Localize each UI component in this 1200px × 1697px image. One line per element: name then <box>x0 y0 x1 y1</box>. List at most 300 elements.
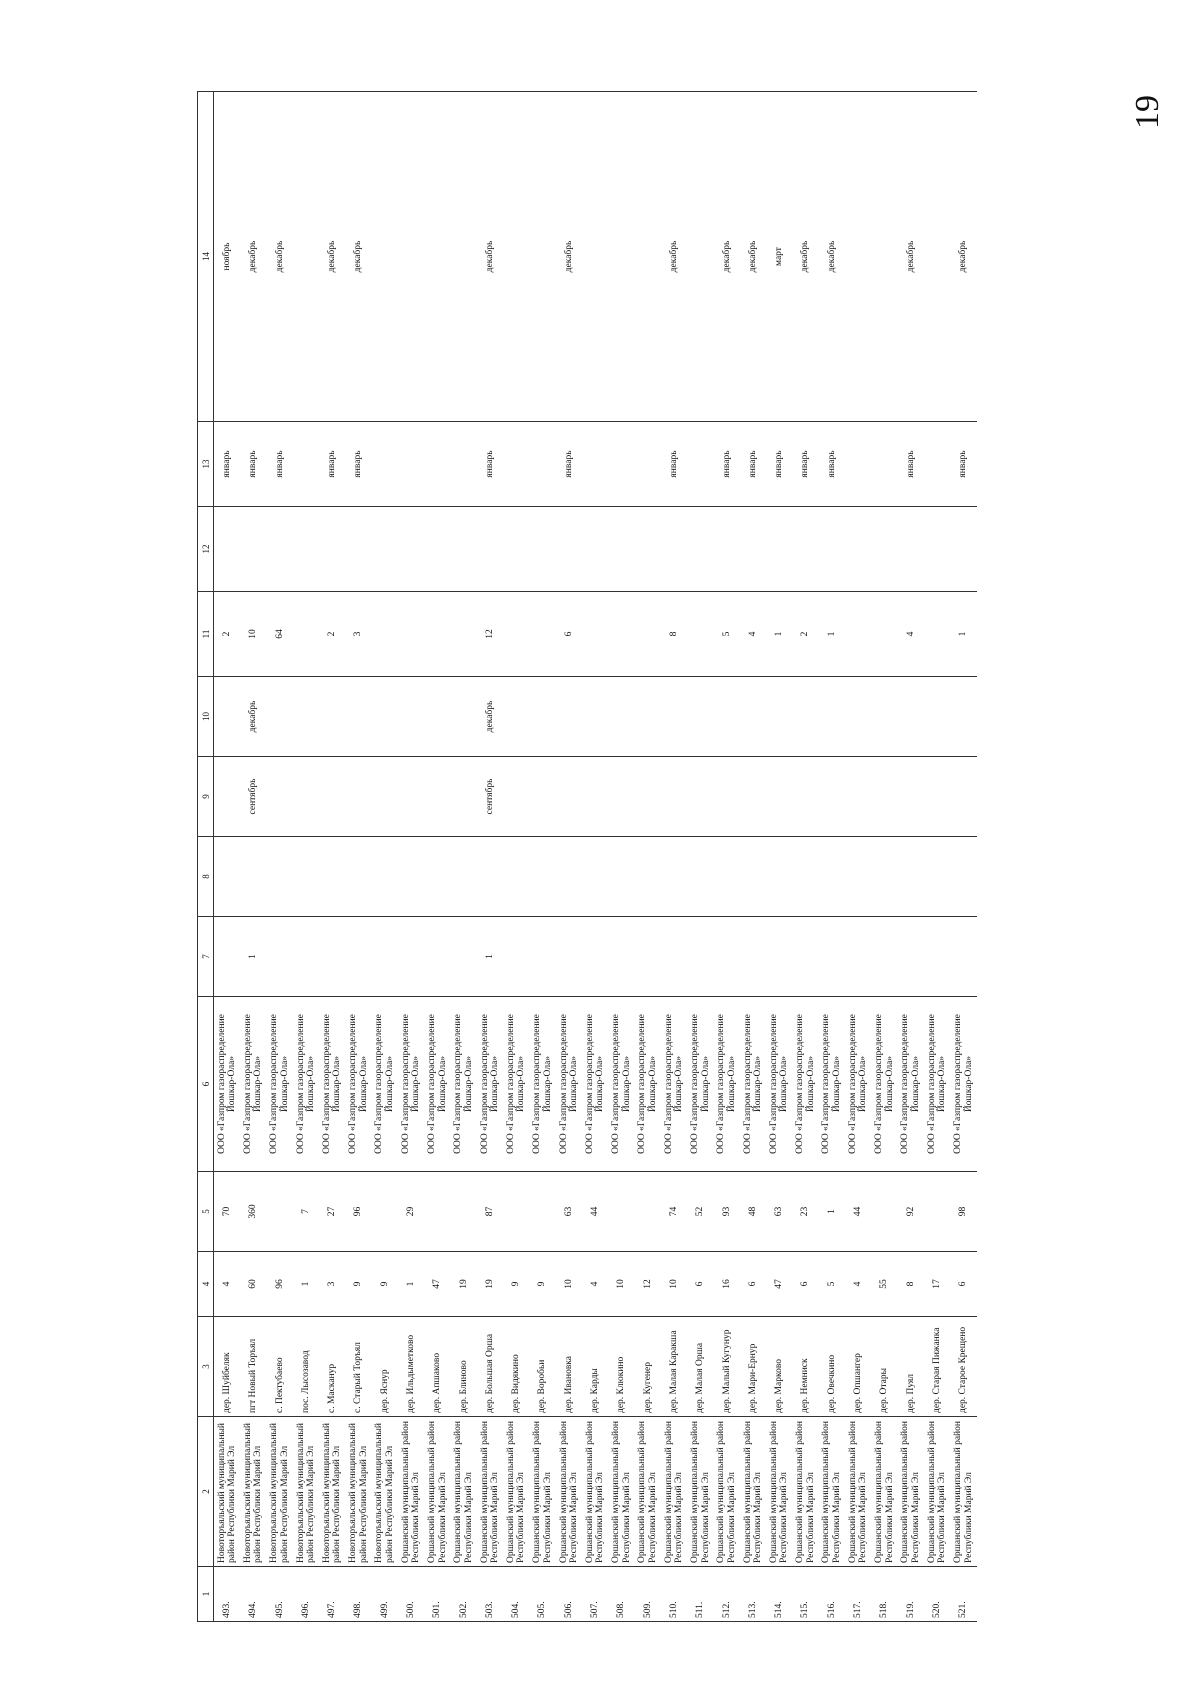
table-row <box>950 92 977 1622</box>
table-cell <box>766 677 792 757</box>
table-cell: 6 <box>950 1252 977 1317</box>
table-cell <box>240 507 266 592</box>
table-row <box>556 92 582 1622</box>
table-cell: ООО «Газпром газораспределение Йошкар-Ола» <box>424 997 450 1172</box>
table-cell <box>714 677 740 757</box>
table-cell: январь <box>240 422 266 507</box>
table-cell <box>346 757 372 837</box>
table-cell: январь <box>793 422 819 507</box>
column-header: 5 <box>198 1172 214 1252</box>
column-header: 7 <box>198 917 214 997</box>
table-cell: ООО «Газпром газораспределение Йошкар-Ола» <box>924 997 950 1172</box>
table-cell: с. Старый Торъял <box>346 1317 372 1417</box>
table-cell: 1 <box>950 592 977 677</box>
table-cell: ООО «Газпром газораспределение Йошкар-Ола» <box>661 997 687 1172</box>
table-cell: ООО «Газпром газораспределение Йошкар-Ола» <box>398 997 424 1172</box>
table-cell: дер. Большая Орша <box>477 1317 503 1417</box>
table-cell <box>845 757 871 837</box>
table-cell <box>608 422 634 507</box>
column-header: 13 <box>198 422 214 507</box>
table-cell <box>477 837 503 917</box>
table-cell <box>372 677 398 757</box>
table-cell: декабрь <box>240 92 266 422</box>
table-cell: январь <box>766 422 792 507</box>
table-cell <box>424 837 450 917</box>
table-cell <box>503 507 529 592</box>
table-cell <box>950 837 977 917</box>
table-cell <box>530 92 556 422</box>
table-cell <box>424 592 450 677</box>
table-cell <box>740 507 766 592</box>
table-cell <box>424 917 450 997</box>
table-cell <box>845 507 871 592</box>
table-row <box>661 92 687 1622</box>
table-cell: 16 <box>714 1252 740 1317</box>
table-cell: 507. <box>582 1567 608 1622</box>
table-cell <box>819 837 845 917</box>
table-cell: декабрь <box>898 92 924 422</box>
table-cell <box>924 677 950 757</box>
table-cell <box>898 507 924 592</box>
table-cell: Оршанский муниципальный район Республики Марий Эл <box>398 1417 424 1567</box>
table-cell <box>503 1172 529 1252</box>
table-cell <box>687 917 713 997</box>
column-header: 2 <box>198 1417 214 1567</box>
table-cell <box>424 677 450 757</box>
table-cell <box>661 757 687 837</box>
table-cell <box>871 507 897 592</box>
table-cell: ООО «Газпром газораспределение Йошкар-Ола» <box>871 997 897 1172</box>
table-cell <box>582 422 608 507</box>
table-cell <box>293 677 319 757</box>
table-cell: март <box>766 92 792 422</box>
table-cell <box>267 507 293 592</box>
table-cell: 521. <box>950 1567 977 1622</box>
table-cell: 27 <box>319 1172 345 1252</box>
table-cell: сентябрь <box>477 757 503 837</box>
table-cell: дер. Воробьи <box>530 1317 556 1417</box>
table-cell <box>661 837 687 917</box>
table-cell <box>714 507 740 592</box>
table-cell: 4 <box>740 592 766 677</box>
table-cell: Оршанский муниципальный район Республики Марий Эл <box>819 1417 845 1567</box>
column-header: 9 <box>198 757 214 837</box>
table-cell: 6 <box>687 1252 713 1317</box>
table-cell <box>530 837 556 917</box>
table-cell: Оршанский муниципальный район Республики Марий Эл <box>950 1417 977 1567</box>
table-cell: 1 <box>766 592 792 677</box>
table-cell: январь <box>898 422 924 507</box>
table-cell <box>267 677 293 757</box>
table-cell: дер. Апшаково <box>424 1317 450 1417</box>
table-cell: 63 <box>556 1172 582 1252</box>
table-cell <box>924 917 950 997</box>
table-cell <box>451 1172 477 1252</box>
table-cell <box>214 507 241 592</box>
table-row <box>372 92 398 1622</box>
table-cell: 93 <box>714 1172 740 1252</box>
table-cell <box>608 757 634 837</box>
table-cell <box>687 837 713 917</box>
table-cell <box>556 757 582 837</box>
table-cell <box>503 917 529 997</box>
table-cell <box>424 92 450 422</box>
table-cell: 44 <box>845 1172 871 1252</box>
table-cell: Оршанский муниципальный район Республики Марий Эл <box>477 1417 503 1567</box>
table-cell <box>845 592 871 677</box>
table-row <box>793 92 819 1622</box>
table-row <box>293 92 319 1622</box>
table-cell <box>898 757 924 837</box>
table-cell <box>398 507 424 592</box>
table-cell: ООО «Газпром газораспределение Йошкар-Ола» <box>740 997 766 1172</box>
table-cell <box>451 837 477 917</box>
table-cell <box>608 592 634 677</box>
table-cell: с. Пектубаево <box>267 1317 293 1417</box>
table-cell: ООО «Газпром газораспределение Йошкар-Ола» <box>608 997 634 1172</box>
table-cell <box>372 917 398 997</box>
table-cell <box>503 422 529 507</box>
table-cell <box>635 677 661 757</box>
table-cell <box>451 92 477 422</box>
table-cell <box>871 837 897 917</box>
table-cell: январь <box>950 422 977 507</box>
table-cell <box>319 757 345 837</box>
table-cell: 511. <box>687 1567 713 1622</box>
table-cell: 502. <box>451 1567 477 1622</box>
table-cell: 9 <box>503 1252 529 1317</box>
table-cell: 509. <box>635 1567 661 1622</box>
column-header: 10 <box>198 677 214 757</box>
table-row <box>819 92 845 1622</box>
table-cell <box>293 422 319 507</box>
table-cell <box>530 507 556 592</box>
table-cell <box>924 92 950 422</box>
table-cell <box>819 677 845 757</box>
table-cell: январь <box>819 422 845 507</box>
table-cell <box>214 837 241 917</box>
table-cell: 48 <box>740 1172 766 1252</box>
table-cell: 74 <box>661 1172 687 1252</box>
table-cell <box>924 592 950 677</box>
table-cell: 96 <box>346 1172 372 1252</box>
table-cell <box>372 422 398 507</box>
table-cell: дер. Блиново <box>451 1317 477 1417</box>
table-cell <box>346 677 372 757</box>
table-cell <box>372 507 398 592</box>
table-cell <box>293 592 319 677</box>
table-cell: ООО «Газпром газораспределение Йошкар-Ола» <box>819 997 845 1172</box>
table-cell <box>582 592 608 677</box>
table-cell: 47 <box>424 1252 450 1317</box>
table-cell <box>871 917 897 997</box>
table-cell: 19 <box>451 1252 477 1317</box>
table-cell <box>530 422 556 507</box>
table-cell <box>398 592 424 677</box>
table-cell: ООО «Газпром газораспределение Йошкар-Ола» <box>793 997 819 1172</box>
table-cell: 512. <box>714 1567 740 1622</box>
table-cell <box>608 507 634 592</box>
table-cell <box>556 837 582 917</box>
table-cell <box>661 917 687 997</box>
table-cell: декабрь <box>661 92 687 422</box>
table-row <box>635 92 661 1622</box>
table-cell: 1 <box>240 917 266 997</box>
table-cell <box>661 507 687 592</box>
table-cell <box>556 507 582 592</box>
column-number-row <box>198 92 214 1622</box>
table-cell <box>319 837 345 917</box>
table-cell: январь <box>714 422 740 507</box>
table-cell: 7 <box>293 1172 319 1252</box>
table-row <box>766 92 792 1622</box>
table-cell: 3 <box>346 592 372 677</box>
table-cell <box>214 677 241 757</box>
table-cell: 5 <box>714 592 740 677</box>
table-cell <box>950 757 977 837</box>
table-cell <box>793 757 819 837</box>
table-cell: Новоторъяльский муниципальный район Республики Марий Эл <box>346 1417 372 1567</box>
table-cell: 496. <box>293 1567 319 1622</box>
table-cell: 29 <box>398 1172 424 1252</box>
table-cell: 505. <box>530 1567 556 1622</box>
table-row <box>687 92 713 1622</box>
table-cell: 23 <box>793 1172 819 1252</box>
table-cell <box>819 757 845 837</box>
table-cell <box>424 507 450 592</box>
table-cell: дер. Малая Орша <box>687 1317 713 1417</box>
table-cell: Оршанский муниципальный район Республики Марий Эл <box>924 1417 950 1567</box>
table-cell: дер. Ильдыметково <box>398 1317 424 1417</box>
table-cell: Новоторъяльский муниципальный район Республики Марий Эл <box>372 1417 398 1567</box>
table-cell: ООО «Газпром газораспределение Йошкар-Ола» <box>950 997 977 1172</box>
table-cell <box>451 917 477 997</box>
table-cell: ООО «Газпром газораспределение Йошкар-Ола» <box>240 997 266 1172</box>
table-cell <box>582 917 608 997</box>
table-cell: январь <box>214 422 241 507</box>
table-cell: 9 <box>530 1252 556 1317</box>
table-cell <box>871 92 897 422</box>
table-cell <box>766 837 792 917</box>
table-cell: 8 <box>661 592 687 677</box>
table-cell: 499. <box>372 1567 398 1622</box>
table-cell <box>845 422 871 507</box>
table-cell <box>635 1172 661 1252</box>
table-cell <box>871 422 897 507</box>
table-cell: ООО «Газпром газораспределение Йошкар-Ола» <box>582 997 608 1172</box>
table-cell <box>950 677 977 757</box>
table-cell <box>346 507 372 592</box>
table-cell: 4 <box>582 1252 608 1317</box>
table-cell: Оршанский муниципальный район Республики Марий Эл <box>661 1417 687 1567</box>
table-cell: с. Масканур <box>319 1317 345 1417</box>
table-cell <box>898 917 924 997</box>
column-header: 14 <box>198 92 214 422</box>
table-row <box>608 92 634 1622</box>
table-cell <box>293 507 319 592</box>
table-cell <box>608 92 634 422</box>
table-cell <box>267 1172 293 1252</box>
table-cell <box>293 757 319 837</box>
rotated-table-container <box>197 92 977 1622</box>
table-cell: дер. Кугенер <box>635 1317 661 1417</box>
table-row <box>398 92 424 1622</box>
table-row <box>582 92 608 1622</box>
table-cell: 17 <box>924 1252 950 1317</box>
table-cell: 494. <box>240 1567 266 1622</box>
column-header: 8 <box>198 837 214 917</box>
table-cell <box>898 837 924 917</box>
table-cell: 10 <box>556 1252 582 1317</box>
table-cell <box>687 92 713 422</box>
table-cell: Оршанский муниципальный район Республики Марий Эл <box>582 1417 608 1567</box>
table-row <box>898 92 924 1622</box>
table-cell: пгт Новый Торъял <box>240 1317 266 1417</box>
table-cell: 10 <box>240 592 266 677</box>
table-cell: ООО «Газпром газораспределение Йошкар-Ола» <box>319 997 345 1172</box>
table-cell <box>293 917 319 997</box>
table-cell <box>766 757 792 837</box>
table-cell: дер. Овечкино <box>819 1317 845 1417</box>
table-cell: 8 <box>898 1252 924 1317</box>
table-cell <box>793 677 819 757</box>
table-cell: 4 <box>214 1252 241 1317</box>
table-cell: 497. <box>319 1567 345 1622</box>
table-cell: 2 <box>319 592 345 677</box>
table-cell: дер. Пуял <box>898 1317 924 1417</box>
table-cell: декабрь <box>793 92 819 422</box>
table-cell <box>267 757 293 837</box>
table-cell: ООО «Газпром газораспределение Йошкар-Ола» <box>530 997 556 1172</box>
table-cell: 515. <box>793 1567 819 1622</box>
table-cell: 6 <box>556 592 582 677</box>
table-cell: 1 <box>477 917 503 997</box>
table-cell: 60 <box>240 1252 266 1317</box>
table-cell: Оршанский муниципальный район Республики Марий Эл <box>898 1417 924 1567</box>
table-row <box>451 92 477 1622</box>
table-cell: Новоторъяльский муниципальный район Республики Марий Эл <box>214 1417 241 1567</box>
table-cell <box>819 507 845 592</box>
table-cell: январь <box>319 422 345 507</box>
table-cell: 519. <box>898 1567 924 1622</box>
table-cell <box>398 757 424 837</box>
table-cell <box>687 677 713 757</box>
table-cell <box>372 837 398 917</box>
column-header: 6 <box>198 997 214 1172</box>
table-cell <box>346 837 372 917</box>
table-cell: 1 <box>293 1252 319 1317</box>
table-cell: Оршанский муниципальный район Республики Марий Эл <box>556 1417 582 1567</box>
table-cell: 360 <box>240 1172 266 1252</box>
table-cell <box>293 837 319 917</box>
table-cell: 19 <box>477 1252 503 1317</box>
table-cell <box>582 507 608 592</box>
table-cell: ООО «Газпром газораспределение Йошкар-Ола» <box>898 997 924 1172</box>
table-cell: Оршанский муниципальный район Республики Марий Эл <box>845 1417 871 1567</box>
table-row <box>714 92 740 1622</box>
table-cell: ООО «Газпром газораспределение Йошкар-Ола» <box>714 997 740 1172</box>
table-cell: дер. Ивановка <box>556 1317 582 1417</box>
table-cell: ООО «Газпром газораспределение Йошкар-Ола» <box>293 997 319 1172</box>
table-cell <box>530 677 556 757</box>
table-cell <box>661 677 687 757</box>
table-cell: 514. <box>766 1567 792 1622</box>
table-cell: декабрь <box>240 677 266 757</box>
table-cell: декабрь <box>714 92 740 422</box>
table-cell <box>372 92 398 422</box>
table-cell: 10 <box>608 1252 634 1317</box>
table-cell: 6 <box>793 1252 819 1317</box>
table-cell: декабрь <box>267 92 293 422</box>
table-cell <box>608 917 634 997</box>
table-cell: 498. <box>346 1567 372 1622</box>
table-cell <box>267 917 293 997</box>
table-cell: ООО «Газпром газораспределение Йошкар-Ола» <box>214 997 241 1172</box>
table-cell <box>845 837 871 917</box>
table-cell <box>687 592 713 677</box>
table-cell: 513. <box>740 1567 766 1622</box>
table-cell <box>451 507 477 592</box>
table-body <box>214 92 978 1622</box>
table-cell: 510. <box>661 1567 687 1622</box>
table-cell <box>740 757 766 837</box>
table-cell: 501. <box>424 1567 450 1622</box>
table-cell <box>451 677 477 757</box>
table-cell <box>740 677 766 757</box>
table-cell <box>793 507 819 592</box>
table-cell: Оршанский муниципальный район Республики Марий Эл <box>424 1417 450 1567</box>
table-cell <box>950 917 977 997</box>
table-cell: декабрь <box>556 92 582 422</box>
table-cell: Оршанский муниципальный район Республики Марий Эл <box>608 1417 634 1567</box>
table-cell <box>372 592 398 677</box>
table-cell <box>398 677 424 757</box>
table-cell: дер. Старая Пижанка <box>924 1317 950 1417</box>
table-cell: 508. <box>608 1567 634 1622</box>
table-cell <box>503 592 529 677</box>
table-cell <box>608 677 634 757</box>
table-cell: 47 <box>766 1252 792 1317</box>
table-cell <box>319 507 345 592</box>
table-cell: 493. <box>214 1567 241 1622</box>
table-cell <box>924 837 950 917</box>
table-cell <box>293 92 319 422</box>
table-cell <box>687 507 713 592</box>
table-cell <box>950 507 977 592</box>
table-cell: дер. Малый Кугунур <box>714 1317 740 1417</box>
table-row <box>530 92 556 1622</box>
column-header: 1 <box>198 1567 214 1622</box>
table-cell <box>898 677 924 757</box>
table-cell <box>924 1172 950 1252</box>
table-cell: ООО «Газпром газораспределение Йошкар-Ола» <box>503 997 529 1172</box>
table-cell <box>924 422 950 507</box>
column-header: 3 <box>198 1317 214 1417</box>
table-cell: 506. <box>556 1567 582 1622</box>
table-cell: ООО «Газпром газораспределение Йошкар-Ола» <box>845 997 871 1172</box>
table-cell: 64 <box>267 592 293 677</box>
table-cell: январь <box>346 422 372 507</box>
table-cell: Оршанский муниципальный район Республики Марий Эл <box>793 1417 819 1567</box>
table-cell: 44 <box>582 1172 608 1252</box>
table-cell: 495. <box>267 1567 293 1622</box>
table-cell: ООО «Газпром газораспределение Йошкар-Ола» <box>556 997 582 1172</box>
table-cell <box>740 917 766 997</box>
table-row <box>503 92 529 1622</box>
table-cell <box>319 917 345 997</box>
table-cell: дер. Видякино <box>503 1317 529 1417</box>
table-cell <box>687 422 713 507</box>
